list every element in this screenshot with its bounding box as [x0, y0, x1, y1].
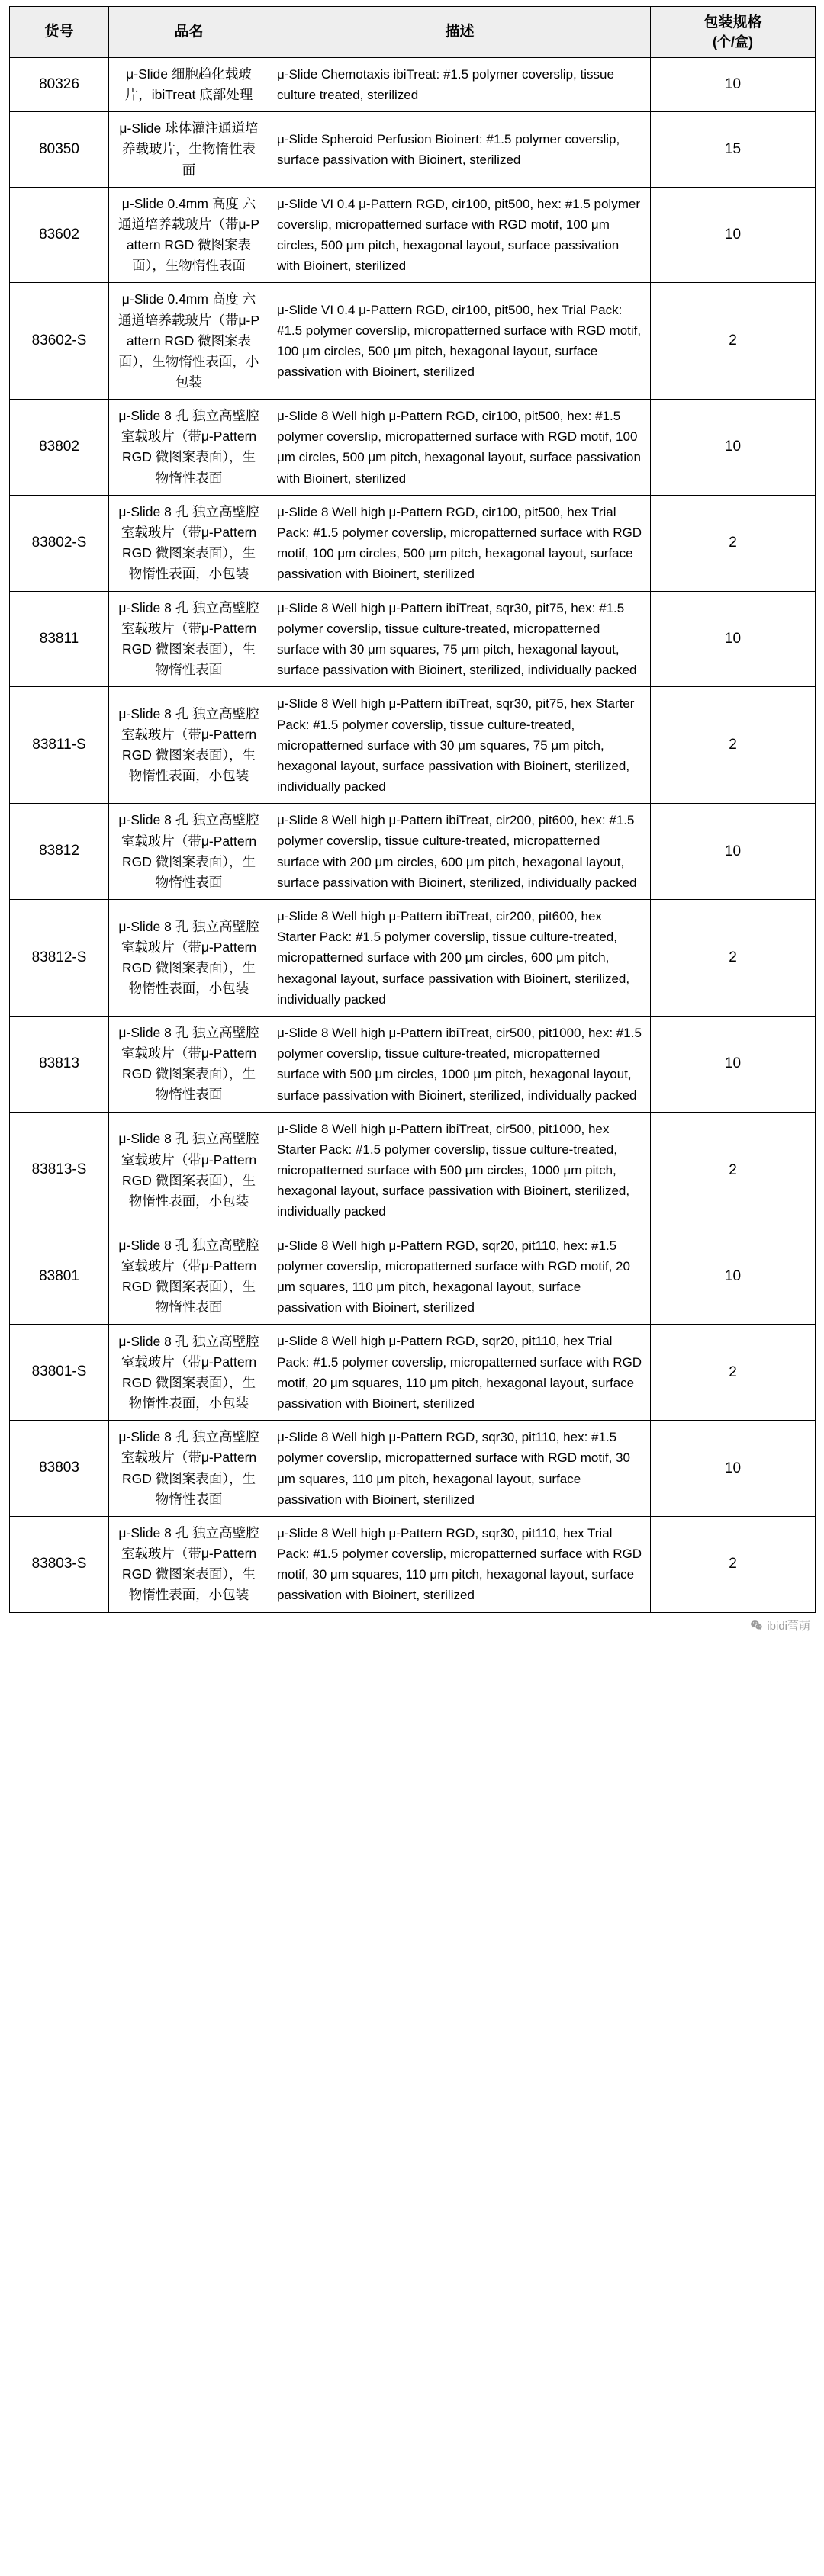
table-row [10, 1325, 816, 1421]
cell-description: μ-Slide VI 0.4 μ-Pattern RGD, cir100, pit500, hex: #1.5 polymer coverslip, micropatterned surface with RGD motif, 100 μm circles, 500 μm pitch, hexagonal layout, surface passivation with Bioinert, sterilized [269, 187, 651, 283]
cell-code: 83602-S [10, 283, 109, 400]
cell-name: μ-Slide 球体灌注通道培养载玻片，生物惰性表面 [109, 112, 269, 187]
column-header-name: 品名 [109, 7, 269, 58]
product-table [9, 6, 816, 1613]
cell-description: μ-Slide 8 Well high μ-Pattern RGD, sqr20, pit110, hex: #1.5 polymer coverslip, micropatterned surface with RGD motif, 20 μm squares, 110 μm pitch, hexagonal layout, surface passivation with Bioinert, sterilized [269, 1229, 651, 1325]
cell-description: μ-Slide 8 Well high μ-Pattern ibiTreat, sqr30, pit75, hex Starter Pack: #1.5 polymer coverslip, tissue culture-treated, micropatterned surface with 30 μm squares, 75 μm pitch, hexagonal layout, surface passivation with Bioinert, sterilized, individually packed [269, 687, 651, 804]
cell-description: μ-Slide 8 Well high μ-Pattern RGD, cir100, pit500, hex: #1.5 polymer coverslip, micropatterned surface with RGD motif, 100 μm circles, 500 μm pitch, hexagonal layout, surface passivation with Bioinert, sterilized [269, 400, 651, 496]
cell-name: μ-Slide 8 孔 独立高壁腔室载玻片（带μ-Pattern RGD 微图案表面），生物惰性表面 [109, 804, 269, 900]
column-header-package [651, 7, 816, 58]
cell-description: μ-Slide 8 Well high μ-Pattern RGD, sqr30, pit110, hex Trial Pack: #1.5 polymer coverslip, micropatterned surface with RGD motif, 30 μm squares, 110 μm pitch, hexagonal layout, surface passivation with Bioinert, sterilized [269, 1516, 651, 1612]
table-row [10, 1516, 816, 1612]
table-row [10, 495, 816, 591]
cell-code: 83802 [10, 400, 109, 496]
cell-package: 10 [651, 1229, 816, 1325]
wechat-icon [750, 1619, 763, 1632]
cell-code: 83812 [10, 804, 109, 900]
cell-code: 80326 [10, 57, 109, 111]
cell-code: 80350 [10, 112, 109, 187]
table-row [10, 283, 816, 400]
cell-description: μ-Slide 8 Well high μ-Pattern ibiTreat, cir200, pit600, hex: #1.5 polymer coverslip, tissue culture-treated, micropatterned surface with 200 μm circles, 600 μm pitch, hexagonal layout, surface passivation with Bioinert, sterilized, individually packed [269, 804, 651, 900]
cell-description: μ-Slide VI 0.4 μ-Pattern RGD, cir100, pit500, hex Trial Pack: #1.5 polymer coverslip, micropatterned surface with RGD motif, 100 μm circles, 500 μm pitch, hexagonal layout, surface passivation with Bioinert, sterilized [269, 283, 651, 400]
cell-description: μ-Slide 8 Well high μ-Pattern ibiTreat, cir500, pit1000, hex: #1.5 polymer coverslip, tissue culture-treated, micropatterned surface with 500 μm circles, 1000 μm pitch, hexagonal layout, surface passivation with Bioinert, sterilized, individually packed [269, 1016, 651, 1112]
cell-package: 2 [651, 900, 816, 1017]
watermark [750, 1617, 810, 1633]
cell-package: 10 [651, 1421, 816, 1517]
cell-code: 83813-S [10, 1112, 109, 1229]
cell-code: 83802-S [10, 495, 109, 591]
cell-package: 2 [651, 1325, 816, 1421]
table-row [10, 57, 816, 111]
cell-code: 83811 [10, 591, 109, 687]
cell-package: 10 [651, 804, 816, 900]
table-row [10, 1112, 816, 1229]
cell-name: μ-Slide 8 孔 独立高壁腔室载玻片（带μ-Pattern RGD 微图案表面），生物惰性表面，小包装 [109, 1112, 269, 1229]
cell-code: 83803-S [10, 1516, 109, 1612]
cell-name: μ-Slide 8 孔 独立高壁腔室载玻片（带μ-Pattern RGD 微图案表面），生物惰性表面 [109, 1229, 269, 1325]
table-row [10, 900, 816, 1017]
table-row [10, 591, 816, 687]
cell-description: μ-Slide Spheroid Perfusion Bioinert: #1.5 polymer coverslip, surface passivation with Bioinert, sterilized [269, 112, 651, 187]
table-header [10, 7, 816, 58]
cell-code: 83602 [10, 187, 109, 283]
cell-code: 83811-S [10, 687, 109, 804]
cell-package: 2 [651, 495, 816, 591]
cell-name: μ-Slide 8 孔 独立高壁腔室载玻片（带μ-Pattern RGD 微图案表面），生物惰性表面 [109, 591, 269, 687]
cell-name: μ-Slide 8 孔 独立高壁腔室载玻片（带μ-Pattern RGD 微图案表面），生物惰性表面 [109, 1016, 269, 1112]
cell-package: 2 [651, 1516, 816, 1612]
cell-name: μ-Slide 0.4mm 高度 六通道培养载玻片（带μ-Pattern RGD 微图案表面），生物惰性表面 [109, 187, 269, 283]
cell-code: 83801 [10, 1229, 109, 1325]
cell-package: 2 [651, 1112, 816, 1229]
column-header-package-line2: (个/盒) [713, 34, 753, 50]
table-body [10, 57, 816, 1612]
cell-name: μ-Slide 8 孔 独立高壁腔室载玻片（带μ-Pattern RGD 微图案表面），生物惰性表面 [109, 1421, 269, 1517]
cell-package: 10 [651, 57, 816, 111]
cell-name: μ-Slide 细胞趋化载玻片，ibiTreat 底部处理 [109, 57, 269, 111]
cell-package: 10 [651, 591, 816, 687]
cell-code: 83803 [10, 1421, 109, 1517]
cell-description: μ-Slide Chemotaxis ibiTreat: #1.5 polymer coverslip, tissue culture treated, sterilized [269, 57, 651, 111]
cell-code: 83813 [10, 1016, 109, 1112]
cell-package: 10 [651, 1016, 816, 1112]
cell-code: 83801-S [10, 1325, 109, 1421]
cell-description: μ-Slide 8 Well high μ-Pattern ibiTreat, sqr30, pit75, hex: #1.5 polymer coverslip, tissue culture-treated, micropatterned surface with 30 μm squares, 75 μm pitch, hexagonal layout, surface passivation with Bioinert, sterilized, individually packed [269, 591, 651, 687]
cell-name: μ-Slide 8 孔 独立高壁腔室载玻片（带μ-Pattern RGD 微图案表面），生物惰性表面 [109, 400, 269, 496]
cell-description: μ-Slide 8 Well high μ-Pattern RGD, sqr20, pit110, hex Trial Pack: #1.5 polymer coverslip, micropatterned surface with RGD motif, 20 μm squares, 110 μm pitch, hexagonal layout, surface passivation with Bioinert, sterilized [269, 1325, 651, 1421]
table-row [10, 187, 816, 283]
column-header-code: 货号 [10, 7, 109, 58]
cell-code: 83812-S [10, 900, 109, 1017]
table-row [10, 112, 816, 187]
cell-package: 2 [651, 283, 816, 400]
cell-description: μ-Slide 8 Well high μ-Pattern RGD, cir100, pit500, hex Trial Pack: #1.5 polymer coverslip, micropatterned surface with RGD motif, 100 μm circles, 500 μm pitch, hexagonal layout, surface passivation with Bioinert, sterilized [269, 495, 651, 591]
table-row [10, 687, 816, 804]
cell-package: 10 [651, 187, 816, 283]
table-row [10, 1016, 816, 1112]
cell-name: μ-Slide 0.4mm 高度 六通道培养载玻片（带μ-Pattern RGD 微图案表面），生物惰性表面，小包装 [109, 283, 269, 400]
table-row [10, 1229, 816, 1325]
cell-description: μ-Slide 8 Well high μ-Pattern RGD, sqr30, pit110, hex: #1.5 polymer coverslip, micropatterned surface with RGD motif, 30 μm squares, 110 μm pitch, hexagonal layout, surface passivation with Bioinert, sterilized [269, 1421, 651, 1517]
cell-name: μ-Slide 8 孔 独立高壁腔室载玻片（带μ-Pattern RGD 微图案表面），生物惰性表面，小包装 [109, 1516, 269, 1612]
cell-name: μ-Slide 8 孔 独立高壁腔室载玻片（带μ-Pattern RGD 微图案表面），生物惰性表面，小包装 [109, 687, 269, 804]
cell-description: μ-Slide 8 Well high μ-Pattern ibiTreat, cir500, pit1000, hex Starter Pack: #1.5 polymer coverslip, tissue culture-treated, micropatterned surface with 500 μm circles, 1000 μm pitch, hexagonal layout, surface passivation with Bioinert, sterilized, individually packed [269, 1112, 651, 1229]
table-row [10, 1421, 816, 1517]
page-footer [9, 1613, 815, 1639]
table-row [10, 400, 816, 496]
cell-package: 15 [651, 112, 816, 187]
cell-name: μ-Slide 8 孔 独立高壁腔室载玻片（带μ-Pattern RGD 微图案表面），生物惰性表面，小包装 [109, 495, 269, 591]
table-header-row [10, 7, 816, 58]
cell-name: μ-Slide 8 孔 独立高壁腔室载玻片（带μ-Pattern RGD 微图案表面），生物惰性表面，小包装 [109, 900, 269, 1017]
column-header-package-line1: 包装规格 [703, 14, 762, 31]
cell-package: 2 [651, 687, 816, 804]
table-row [10, 804, 816, 900]
cell-name: μ-Slide 8 孔 独立高壁腔室载玻片（带μ-Pattern RGD 微图案表面），生物惰性表面，小包装 [109, 1325, 269, 1421]
column-header-description: 描述 [269, 7, 651, 58]
cell-package: 10 [651, 400, 816, 496]
watermark-text: ibidi蕾萌 [767, 1619, 810, 1633]
cell-description: μ-Slide 8 Well high μ-Pattern ibiTreat, cir200, pit600, hex Starter Pack: #1.5 polymer coverslip, tissue culture-treated, micropatterned surface with 200 μm circles, 600 μm pitch, hexagonal layout, surface passivation with Bioinert, sterilized, individually packed [269, 900, 651, 1017]
